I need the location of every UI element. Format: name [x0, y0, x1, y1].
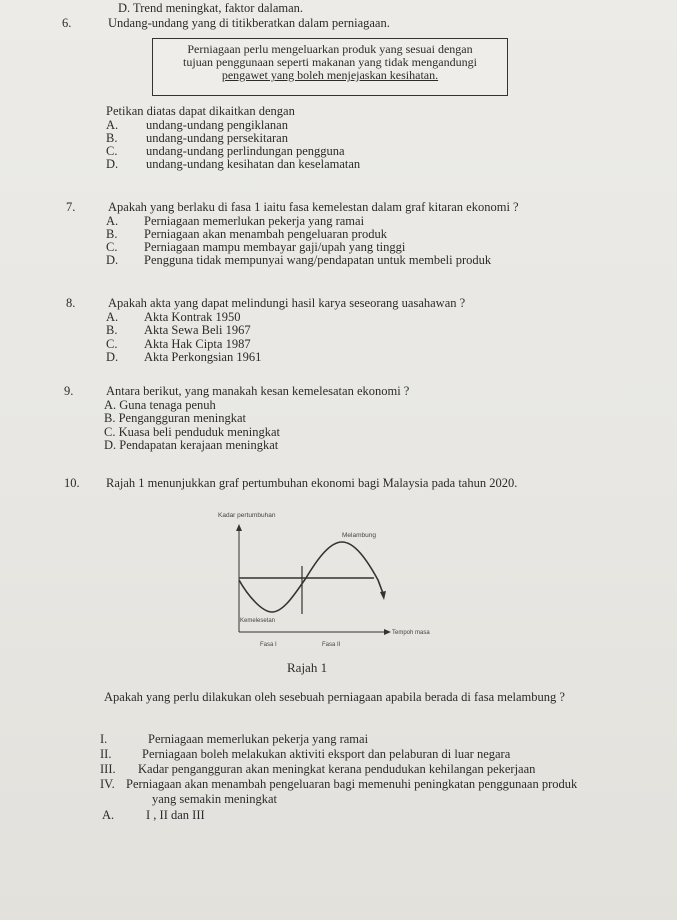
q10-statement-4 — [100, 777, 577, 791]
option-text: Akta Perkongsian 1961 — [144, 350, 262, 364]
statement-text: Perniagaan memerlukan pekerja yang ramai — [148, 732, 369, 746]
q8-number: 8. — [66, 296, 76, 310]
option-text: Akta Hak Cipta 1987 — [144, 337, 251, 351]
option-text: Pengguna tidak mempunyai wang/pendapatan untuk membeli produk — [144, 253, 492, 267]
q8-option-c — [106, 337, 251, 351]
q8-option-a — [106, 310, 241, 324]
option-letter: C. — [106, 240, 118, 254]
q6-option-c — [106, 144, 345, 158]
option-text: Perniagaan memerlukan pekerja yang ramai — [144, 214, 365, 228]
q6-passage-line: Perniagaan perlu mengeluarkan produk yang sesuai dengan — [187, 42, 473, 56]
option-letter: C. — [106, 337, 118, 351]
option-text: Perniagaan mampu membayar gaji/upah yang tinggi — [144, 240, 406, 254]
q9-option-d: D. Pendapatan kerajaan meningkat — [104, 438, 279, 452]
option-text: undang-undang persekitaran — [146, 131, 288, 145]
x-axis-label: Tempoh masa — [392, 630, 430, 636]
q10-statement-1 — [100, 732, 368, 746]
q10-statement-2 — [100, 747, 510, 761]
option-letter: A. — [106, 118, 119, 132]
q10-answer-option-a — [102, 808, 205, 822]
q10-number: 10. — [64, 476, 80, 490]
statement-text: Perniagaan akan menambah pengeluaran bagi memenuhi peningkatan penggunaan produk — [126, 777, 578, 791]
q6-prompt: Petikan diatas dapat dikaitkan dengan — [106, 104, 295, 118]
option-text: undang-undang kesihatan dan keselamatan — [146, 157, 361, 171]
q6-number: 6. — [62, 16, 72, 30]
trough-label: Kemelesetan — [240, 618, 276, 624]
option-text: undang-undang perlindungan pengguna — [146, 144, 345, 158]
q6-passage-line: pengawet yang boleh menjejaskan kesihatan. — [221, 68, 439, 82]
q7-option-a — [106, 214, 364, 228]
phase-1-label: Fasa I — [260, 642, 277, 648]
q6-option-b — [106, 131, 288, 145]
q7-option-d — [106, 253, 491, 267]
option-text: Akta Sewa Beli 1967 — [144, 323, 251, 337]
previous-option-line: D. Trend meningkat, faktor dalaman. — [118, 1, 304, 15]
q6-option-d — [106, 157, 360, 171]
q10-stem: Rajah 1 menunjukkan graf pertumbuhan ekonomi bagi Malaysia pada tahun 2020. — [106, 476, 518, 490]
option-letter: A. — [106, 310, 119, 324]
q7-option-c — [106, 240, 405, 254]
option-letter: B. — [106, 131, 118, 145]
y-axis-label: Kadar pertumbuhan — [218, 512, 276, 519]
q9-option-b: B. Pengangguran meningkat — [104, 411, 246, 425]
option-text: undang-undang pengiklanan — [146, 118, 288, 132]
option-letter: D. — [106, 253, 119, 267]
y-axis-arrow — [236, 524, 242, 531]
q8-option-d — [106, 350, 261, 364]
option-letter: B. — [106, 323, 118, 337]
x-axis-arrow — [384, 629, 391, 635]
statement-text: Perniagaan boleh melakukan aktiviti eksport dan pelaburan di luar negara — [142, 747, 511, 761]
q10-statement-4-continued: yang semakin meningkat — [152, 792, 277, 806]
curve-arrow — [380, 591, 386, 600]
q7-stem: Apakah yang berlaku di fasa 1 iaitu fasa kemelestan dalam graf kitaran ekonomi ? — [108, 200, 519, 214]
q9-number: 9. — [64, 384, 74, 398]
q10-prompt: Apakah yang perlu dilakukan oleh sesebuah perniagaan apabila berada di fasa melambung ? — [104, 690, 565, 704]
economic-cycle-graph — [214, 508, 430, 650]
option-letter: D. — [106, 157, 119, 171]
option-text: I , II dan III — [146, 808, 205, 822]
statement-text: Kadar pengangguran akan meningkat kerana pendudukan kehilangan pekerjaan — [138, 762, 536, 776]
cycle-curve — [239, 542, 384, 612]
option-letter: A. — [102, 808, 115, 822]
economic-cycle-svg — [214, 508, 430, 650]
q8-option-b — [106, 323, 251, 337]
q7-number: 7. — [66, 200, 76, 214]
figure-caption: Rajah 1 — [287, 660, 328, 675]
option-text: Akta Kontrak 1950 — [144, 310, 241, 324]
q7-option-b — [106, 227, 387, 241]
q10-statement-3 — [100, 762, 535, 776]
option-letter: A. — [106, 214, 119, 228]
peak-label: Melambung — [342, 532, 376, 539]
q6-option-a — [106, 118, 288, 132]
q9-option-c: C. Kuasa beli penduduk meningkat — [104, 425, 281, 439]
statement-numeral: II. — [100, 747, 112, 761]
option-letter: B. — [106, 227, 118, 241]
q9-stem: Antara berikut, yang manakah kesan kemelesatan ekonomi ? — [106, 384, 410, 398]
q6-passage-box — [152, 38, 508, 96]
option-text: Perniagaan akan menambah pengeluaran produk — [144, 227, 387, 241]
statement-numeral: I. — [100, 732, 108, 746]
q8-stem: Apakah akta yang dapat melindungi hasil karya seseorang uasahawan ? — [108, 296, 466, 310]
statement-numeral: IV. — [100, 777, 115, 791]
option-letter: C. — [106, 144, 118, 158]
statement-numeral: III. — [100, 762, 116, 776]
q6-passage-line: tujuan penggunaan seperti makanan yang tidak mengandungi — [183, 55, 477, 69]
phase-2-label: Fasa II — [322, 642, 341, 648]
option-letter: D. — [106, 350, 119, 364]
q9-option-a: A. Guna tenaga penuh — [104, 398, 216, 412]
q6-stem: Undang-undang yang di titikberatkan dalam perniagaan. — [108, 16, 390, 30]
